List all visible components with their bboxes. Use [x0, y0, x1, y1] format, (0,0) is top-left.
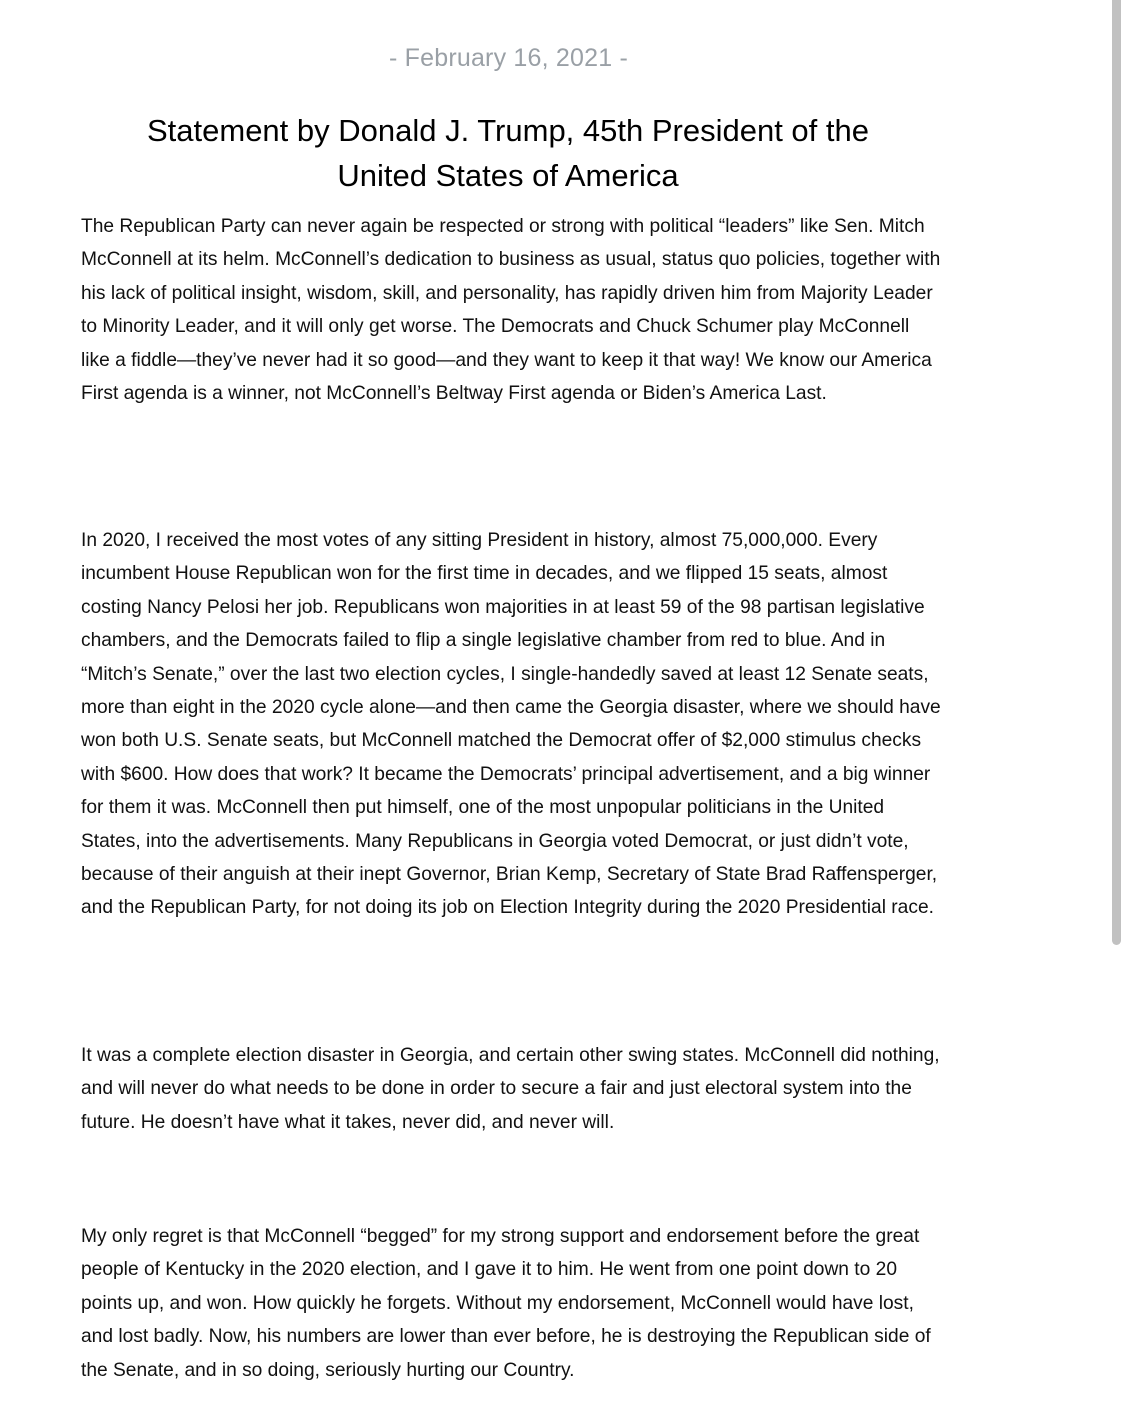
- scrollbar-thumb[interactable]: [1112, 0, 1121, 945]
- paragraph-2: In 2020, I received the most votes of any sitting President in history, almost 75,000,000. Every incumbent House Republican won for the first time in decades, and we flipped 15 seats, almost costing Nancy Pelosi her job. Republicans won majorities in at least 59 of the 98 partisan legislative chambers, and the Democrats failed to flip a single legislative chamber from red to blue. And in “Mitch’s Senate,” over the last two election cycles, I single-handedly saved at least 12 Senate seats, more than eight in the 2020 cycle alone—and then came the Georgia disaster, where we should have won both U.S. Senate seats, but McConnell matched the Democrat offer of $2,000 stimulus checks with $600. How does that work? It became the Democrats’ principal advertisement, and a big winner for them it was. McConnell then put himself, one of the most unpopular politicians in the United States, into the advertisements. Many Republicans in Georgia voted Democrat, or just didn’t vote, because of their anguish at their inept Governor, Brian Kemp, Secretary of State Brad Raffensperger, and the Republican Party, for not doing its job on Election Integrity during the 2020 Presidential race.: [81, 530, 941, 919]
- statement-date: - February 16, 2021 -: [388, 44, 629, 72]
- statement-title: Statement by Donald J. Trump, 45th President of the United States of America: [146, 113, 869, 193]
- paragraph-3: It was a complete election disaster in Georgia, and certain other swing states. McConnell did nothing, and will never do what needs to be done in order to secure a fair and just electoral system into the future. He doesn’t have what it takes, never did, and never will.: [81, 1045, 940, 1133]
- vertical-scrollbar[interactable]: [1105, 0, 1125, 1413]
- paragraph-1: The Republican Party can never again be respected or strong with political “leaders” like Sen. Mitch McConnell at its helm. McConnell’s dedication to business as usual, status quo policies, together with his lack of political insight, wisdom, skill, and personality, has rapidly driven him from Majority Leader to Minority Leader, and it will only get worse. The Democrats and Chuck Schumer play McConnell like a fiddle—they’ve never had it so good—and they want to keep it that way! We know our America First agenda is a winner, not McConnell’s Beltway First agenda or Biden’s America Last.: [81, 216, 941, 405]
- paragraph-4: My only regret is that McConnell “begged” for my strong support and endorsement before the great people of Kentucky in the 2020 election, and I gave it to him. He went from one point down to 20 points up, and won. How quickly he forgets. Without my endorsement, McConnell would have lost, and lost badly. Now, his numbers are lower than ever before, he is destroying the Republican side of the Senate, and in so doing, seriously hurting our Country.: [81, 1226, 931, 1381]
